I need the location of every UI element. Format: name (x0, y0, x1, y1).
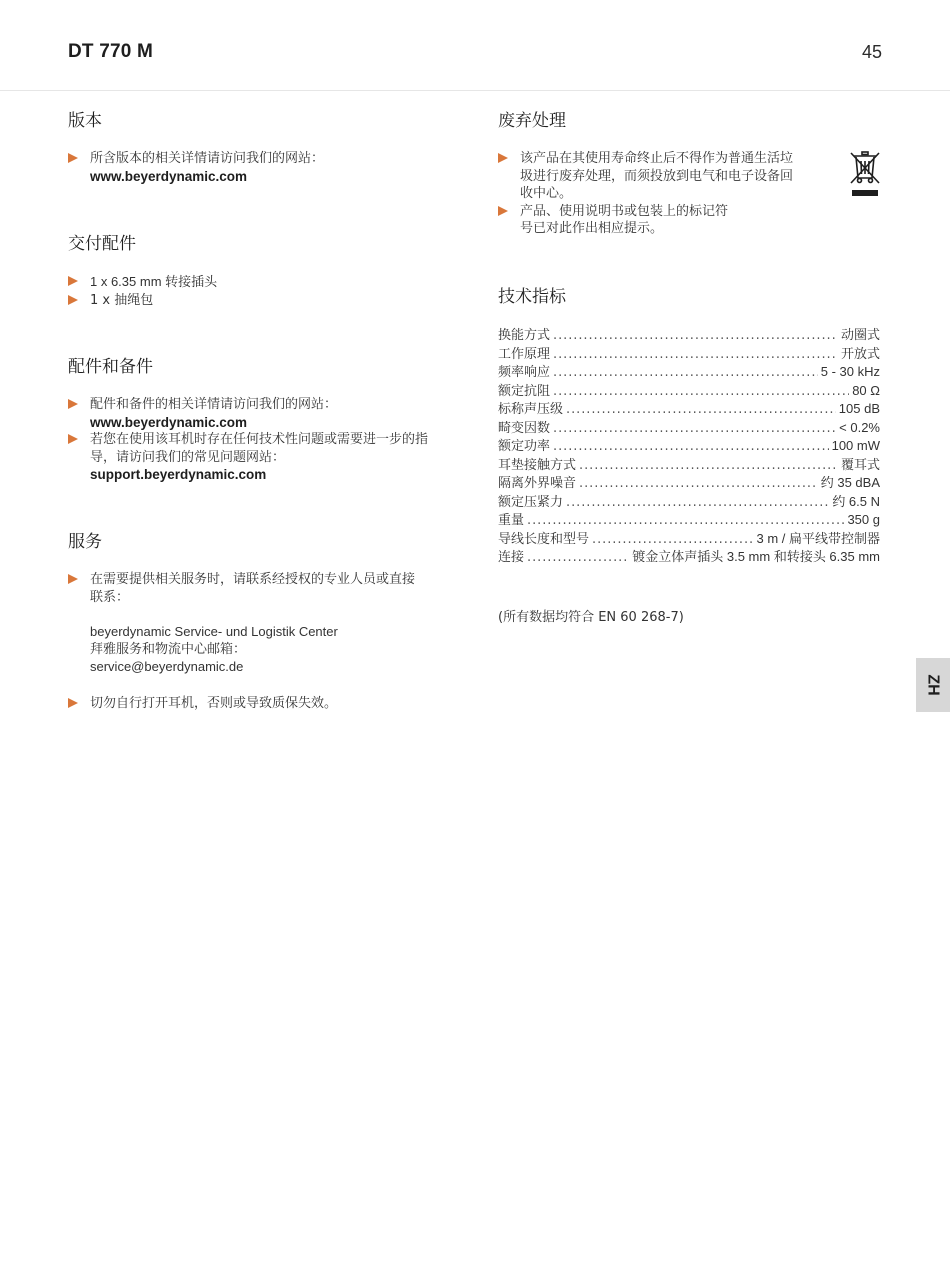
spec-label: 额定抗阻 (498, 383, 551, 399)
service-address: 拜雅服务和物流中心邮箱： (90, 641, 247, 657)
crossed-bin-icon (848, 150, 882, 198)
spec-row (498, 530, 880, 549)
section-delivery (68, 233, 453, 309)
spec-value: 开放式 (840, 345, 880, 361)
spec-row (498, 548, 880, 567)
item-text: 配件和备件的相关详情请访问我们的网站： (90, 397, 338, 412)
item-text: 在需要提供相关服务时，请联系经授权的专业人员或直接 (90, 572, 416, 587)
spec-label: 频率响应 (498, 365, 551, 380)
triangle-bullet-icon (498, 206, 508, 216)
triangle-bullet-icon (68, 153, 78, 163)
spec-label: 重量 (498, 513, 525, 528)
spec-row (498, 474, 880, 493)
specs-note: (所有数据均符合 EN 60 268-7) (498, 610, 684, 625)
version-list (68, 150, 453, 185)
spec-value: 约 6.5 N (832, 493, 880, 509)
spec-label: 工作原理 (498, 346, 551, 362)
list-item (498, 150, 798, 203)
item-text: 该产品在其使用寿命终止后不得作为普通生活垃 (520, 151, 794, 166)
section-version (68, 110, 453, 185)
website-link[interactable]: www.beyerdynamic.com (90, 168, 248, 184)
triangle-bullet-icon (68, 698, 78, 708)
dot-leader (592, 531, 753, 549)
dot-leader (553, 346, 838, 364)
spec-value: < 0.2% (839, 419, 880, 435)
section-title: 技术指标 (498, 287, 566, 307)
language-tab[interactable] (916, 658, 950, 712)
section-disposal (498, 110, 882, 238)
list-item (68, 695, 453, 713)
support-link[interactable]: support.beyerdynamic.com (90, 467, 267, 482)
dot-leader (579, 475, 818, 493)
page-header (0, 0, 950, 91)
spec-label: 隔离外界噪音 (498, 476, 577, 491)
triangle-bullet-icon (68, 276, 78, 286)
spec-value: 3 m / 扁平线带控制器 (756, 530, 880, 546)
spec-label: 导线长度和型号 (498, 531, 590, 547)
spec-value: 350 g (847, 512, 880, 527)
service-address: beyerdynamic Service- und Logistik Center (90, 624, 338, 639)
delivery-list (68, 273, 453, 309)
section-title: 版本 (68, 111, 102, 131)
model-name: DT 770 M (68, 41, 154, 62)
item-text: 联系： (90, 589, 130, 605)
service-email[interactable]: service@beyerdynamic.de (90, 659, 244, 674)
section-specs (498, 286, 882, 567)
spec-row (498, 400, 880, 419)
triangle-bullet-icon (68, 295, 78, 305)
website-link[interactable]: www.beyerdynamic.com (90, 414, 248, 430)
section-title: 配件和备件 (68, 357, 153, 377)
spec-row (498, 345, 880, 364)
spec-row (498, 437, 880, 456)
list-item (68, 396, 453, 431)
item-text: 收中心。 (520, 186, 573, 201)
list-item (68, 431, 453, 484)
triangle-bullet-icon (498, 153, 508, 163)
service-list (68, 571, 453, 712)
item-text: 若您在使用该耳机时存在任何技术性问题或需要进一步的指 (90, 432, 429, 447)
spec-value: 105 dB (838, 401, 880, 416)
spec-value: 镀金立体声插头 3.5 mm 和转接头 6.35 mm (632, 549, 880, 564)
dot-leader (579, 457, 838, 475)
triangle-bullet-icon (68, 434, 78, 444)
specs-list (498, 326, 882, 567)
item-text: 圾进行废弃处理，而须投放到电气和电子设备回 (520, 168, 794, 184)
spec-row (498, 419, 880, 438)
item-text: 1 x 6.35 mm 转接插头 (90, 274, 218, 289)
section-title: 服务 (68, 532, 102, 552)
spec-row (498, 363, 880, 382)
list-item (498, 203, 798, 238)
triangle-bullet-icon (68, 399, 78, 409)
item-text: 切勿自行打开耳机，否则或导致质保失效。 (90, 695, 338, 711)
spec-label: 耳垫接触方式 (498, 457, 577, 473)
dot-leader (527, 512, 844, 530)
disposal-list (498, 150, 798, 238)
spec-row (498, 326, 880, 345)
spec-row (498, 382, 880, 401)
spec-label: 标称声压级 (498, 402, 564, 417)
dot-leader (553, 327, 838, 345)
spec-row (498, 456, 880, 475)
section-service (68, 531, 453, 712)
spec-label: 额定压紧力 (498, 494, 564, 510)
item-text: 所含版本的相关详情请访问我们的网站： (90, 151, 325, 166)
spec-label: 换能方式 (498, 328, 551, 343)
list-item (68, 150, 453, 185)
dot-leader (566, 401, 836, 419)
dot-leader (553, 420, 836, 438)
list-item (68, 292, 453, 310)
list-item (68, 273, 453, 292)
spec-row (498, 511, 880, 530)
spec-value: 动圈式 (840, 327, 880, 342)
accessories-list (68, 396, 453, 484)
list-item (68, 571, 453, 676)
item-text: 导，请访问我们的常见问题网站： (90, 449, 286, 465)
page-number: 45 (861, 42, 882, 62)
spec-value: 100 mW (831, 438, 880, 453)
item-text: 1 x 抽绳包 (90, 292, 154, 308)
dot-leader (566, 494, 829, 512)
spec-label: 连接 (498, 550, 525, 565)
spec-value: 80 Ω (852, 382, 880, 398)
item-text: 号已对此作出相应提示。 (520, 221, 664, 236)
dot-leader (553, 438, 829, 456)
spec-label: 额定功率 (498, 439, 551, 454)
spec-value: 5 - 30 kHz (820, 364, 880, 379)
spec-value: 约 35 dBA (820, 475, 880, 490)
triangle-bullet-icon (68, 574, 78, 584)
dot-leader (527, 549, 629, 567)
spec-value: 覆耳式 (840, 456, 880, 472)
section-accessories (68, 356, 453, 484)
language-tab-label: ZH (924, 674, 942, 696)
dot-leader (553, 383, 849, 401)
spec-row (498, 493, 880, 512)
item-text: 产品、使用说明书或包装上的标记符 (520, 203, 729, 219)
section-title: 交付配件 (68, 234, 136, 254)
dot-leader (553, 364, 818, 382)
spec-label: 畸变因数 (498, 420, 551, 436)
section-title: 废弃处理 (498, 111, 566, 131)
